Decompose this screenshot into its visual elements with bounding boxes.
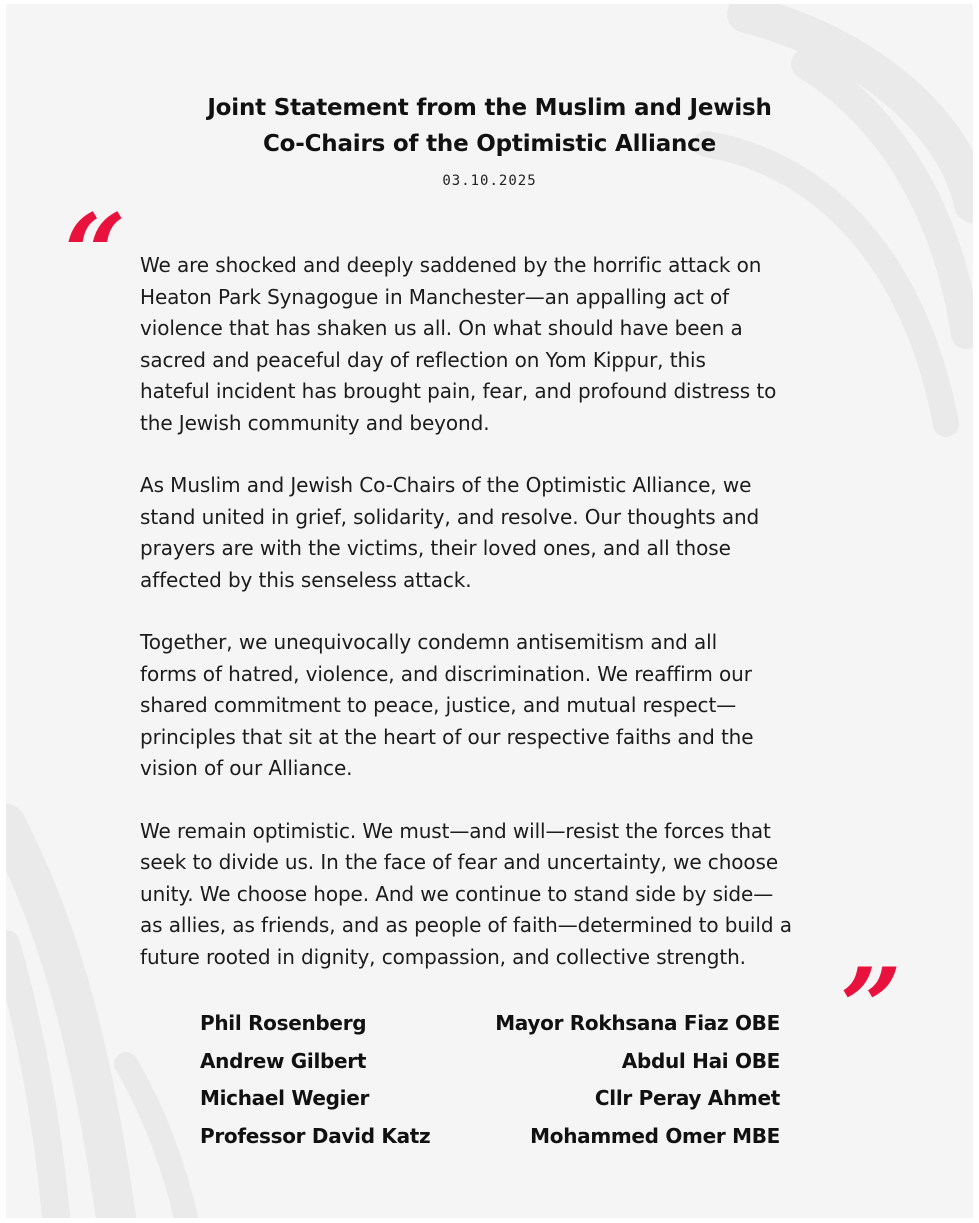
body-line: As Muslim and Jewish Co-Chairs of the Optimistic Alliance, we	[140, 473, 752, 497]
title-line: Co-Chairs of the Optimistic Alliance	[262, 131, 717, 157]
signatory-name: Abdul Hai OBE	[621, 1048, 780, 1073]
body-line: Heaton Park Synagogue in Manchester—an appalling act of	[140, 284, 730, 309]
statement-date: 03.10.2025	[442, 173, 537, 189]
open-quote-icon: “	[64, 191, 127, 317]
body-line: violence that has shaken us all. On what should have been a	[140, 316, 743, 340]
body-line: We are shocked and deeply saddened by the horrific attack on	[140, 253, 762, 277]
body-line: the Jewish community and beyond.	[140, 410, 490, 435]
body-line: prayers are with the victims, their loved ones, and all those	[140, 536, 731, 560]
paragraph-2	[140, 470, 900, 596]
signatory-name: Mohammed Omer MBE	[530, 1123, 780, 1148]
signatory-name: Cllr Peray Ahmet	[594, 1086, 780, 1110]
body-line: shared commitment to peace, justice, and mutual respect—	[140, 693, 737, 717]
body-line: vision of our Alliance.	[140, 756, 353, 780]
body-line: future rooted in dignity, compassion, and collective strength.	[140, 944, 746, 969]
title-line: Joint Statement from the Muslim and Jewish	[207, 95, 772, 121]
close-quote-icon: ”	[840, 945, 903, 1071]
body-line: sacred and peaceful day of reflection on Yom Kippur, this	[140, 347, 706, 372]
signatories	[200, 1005, 780, 1165]
body-line: affected by this senseless attack.	[140, 567, 472, 592]
paragraph-4	[140, 816, 900, 974]
signatory-name: Professor David Katz	[200, 1123, 431, 1148]
watermark-arc-bottom-1	[6, 824, 116, 1218]
signatory-name: Phil Rosenberg	[200, 1011, 367, 1035]
statement-body	[140, 250, 900, 973]
statement-title	[6, 90, 973, 162]
paragraph-1	[140, 250, 900, 439]
body-line: forms of hatred, violence, and discrimination. We reaffirm our	[140, 661, 752, 686]
statement-card	[6, 4, 973, 1218]
body-line: hateful incident has brought pain, fear, and profound distress to	[140, 379, 777, 403]
body-line: stand united in grief, solidarity, and resolve. Our thoughts and	[140, 504, 760, 529]
signatory-name: Mayor Rokhsana Fiaz OBE	[495, 1011, 780, 1035]
signatory-name: Andrew Gilbert	[200, 1048, 367, 1073]
body-line: unity. We choose hope. And we continue to stand side by side—	[140, 881, 774, 906]
signatory-name: Michael Wegier	[200, 1086, 370, 1110]
body-line: principles that sit at the heart of our respective faiths and the	[140, 724, 754, 749]
jewish-co-chairs	[200, 1005, 430, 1155]
paragraph-3	[140, 627, 900, 785]
body-line: seek to divide us. In the face of fear and uncertainty, we choose	[140, 850, 779, 874]
body-line: Together, we unequivocally condemn antisemitism and all	[140, 630, 718, 654]
watermark-arc-bottom-2	[6, 944, 56, 1218]
body-line: We remain optimistic. We must—and will—resist the forces that	[140, 818, 771, 843]
watermark-arc-bottom-3	[126, 1064, 186, 1218]
muslim-co-chairs	[495, 1005, 780, 1155]
body-line: as allies, as friends, and as people of faith—determined to build a	[140, 913, 792, 937]
